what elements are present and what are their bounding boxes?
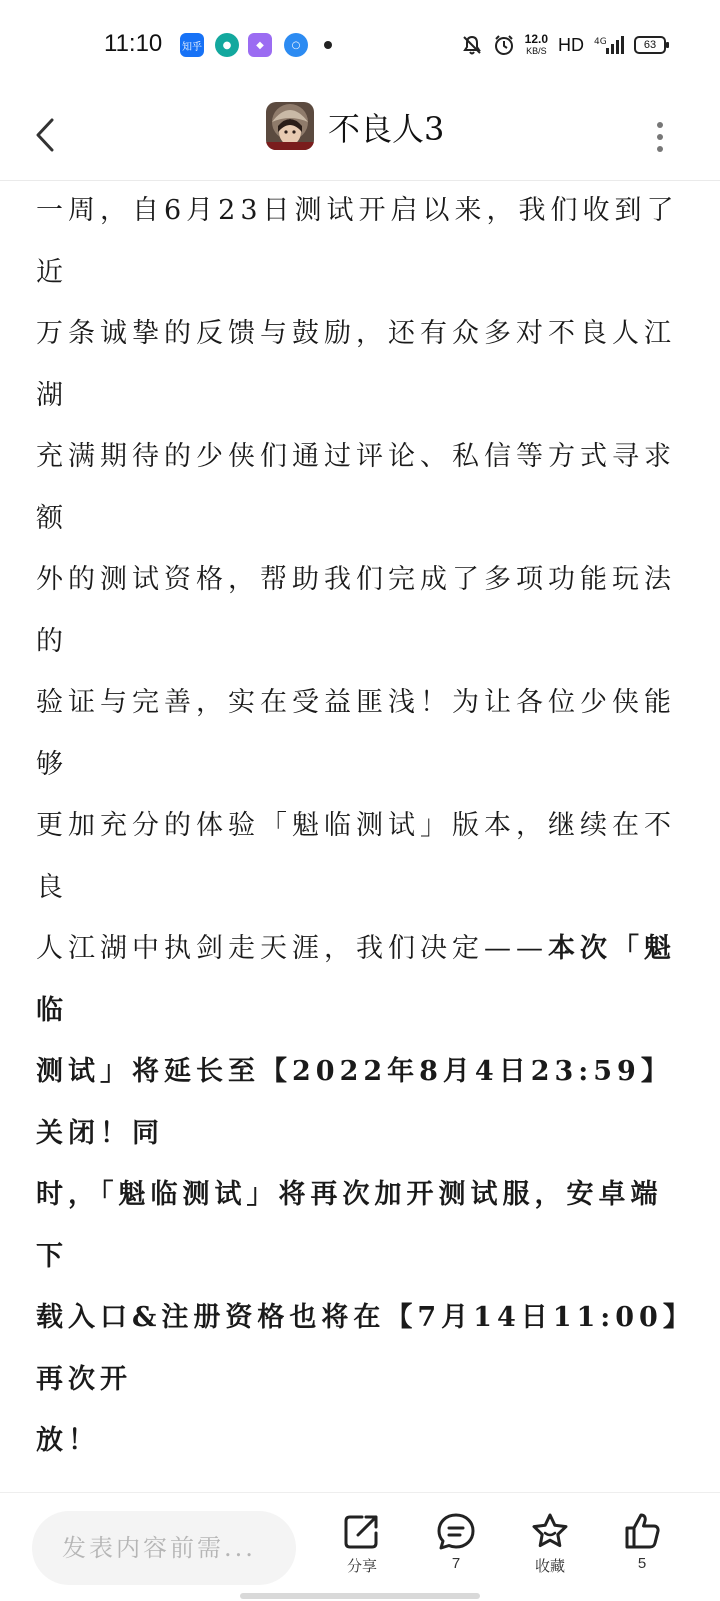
paragraph-extension-notice xyxy=(36,180,684,918)
paragraph-line: 载入口&注册资格也将在【7月14日11:00】再次开 xyxy=(36,1302,682,1395)
mute-icon xyxy=(461,34,483,56)
speed-value: 12.0 xyxy=(524,32,548,46)
comment-input[interactable]: 发表内容前需... xyxy=(32,1511,296,1585)
battery-icon xyxy=(634,36,666,54)
paragraph-line: 充满期待的少侠们通过评论、私信等方式寻求额 xyxy=(36,441,676,534)
game-avatar-image xyxy=(266,102,314,150)
share-button[interactable] xyxy=(332,1511,392,1576)
page-title: 不良人3 xyxy=(328,110,445,148)
status-indicators xyxy=(461,30,666,60)
share-label: 分享 xyxy=(346,1558,377,1575)
browser-icon: ○ xyxy=(284,33,308,57)
paragraph-line: 一周，自6月23日测试开启以来，我们收到了近 xyxy=(36,195,679,288)
network-label: 4G xyxy=(594,37,607,47)
chat-icon: ● xyxy=(215,33,239,57)
star-icon xyxy=(530,1511,570,1551)
comment-button[interactable] xyxy=(426,1511,486,1572)
app-icon: ◆ xyxy=(248,33,272,57)
line-bold-segment: 本次「魁临 xyxy=(36,933,676,1026)
paragraph-line: 时，「魁临测试」将再次加开测试服，安卓端下 xyxy=(36,1179,663,1272)
alarm-icon xyxy=(493,34,515,56)
paragraph-line: 验证与完善，实在受益匪浅！为让各位少侠能够 xyxy=(36,687,676,780)
zhihu-icon xyxy=(180,33,204,57)
signal-icon xyxy=(594,34,624,56)
paragraph-line xyxy=(36,918,684,1041)
paragraph-line: 放！ xyxy=(36,1425,100,1456)
status-bar xyxy=(0,0,720,90)
battery-level: 63 xyxy=(643,39,657,51)
more-options-icon[interactable] xyxy=(646,114,674,160)
paragraph-extension-bold xyxy=(36,1041,684,1472)
speed-unit: KB/S xyxy=(526,46,547,56)
network-speed xyxy=(525,33,548,57)
share-icon xyxy=(342,1511,382,1551)
bottom-action-bar xyxy=(0,1492,720,1601)
line-normal-segment: 人江湖中执剑走天涯，我们决定—— xyxy=(36,933,548,964)
notification-dot-icon xyxy=(324,41,332,49)
paragraph-line: 更加充分的体验「魁临测试」版本，继续在不良 xyxy=(36,810,676,903)
article-body xyxy=(36,180,684,1492)
paragraph-line: 外的测试资格，帮助我们完成了多项功能玩法的 xyxy=(36,564,676,657)
back-arrow-icon[interactable] xyxy=(28,112,68,158)
comment-icon xyxy=(436,1511,476,1551)
top-nav-bar xyxy=(0,90,720,181)
favorite-button[interactable] xyxy=(520,1511,580,1576)
like-count: 5 xyxy=(637,1555,647,1572)
game-avatar[interactable] xyxy=(266,102,314,150)
hd-label: HD xyxy=(558,34,584,55)
home-indicator[interactable] xyxy=(240,1593,480,1599)
like-button[interactable] xyxy=(612,1511,672,1572)
paragraph-line: 万条诚挚的反馈与鼓励，还有众多对不良人江湖 xyxy=(36,318,676,411)
favorite-label: 收藏 xyxy=(534,1558,565,1575)
comment-count: 7 xyxy=(451,1555,461,1572)
status-time: 11:10 xyxy=(104,30,163,57)
thumbs-up-icon xyxy=(622,1511,662,1551)
paragraph-line: 测试」将延长至【2022年8月4日23:59】关闭！同 xyxy=(36,1056,673,1149)
paragraph-spacer xyxy=(36,1472,684,1493)
zhihu-icon-label: 知乎 xyxy=(182,41,202,53)
